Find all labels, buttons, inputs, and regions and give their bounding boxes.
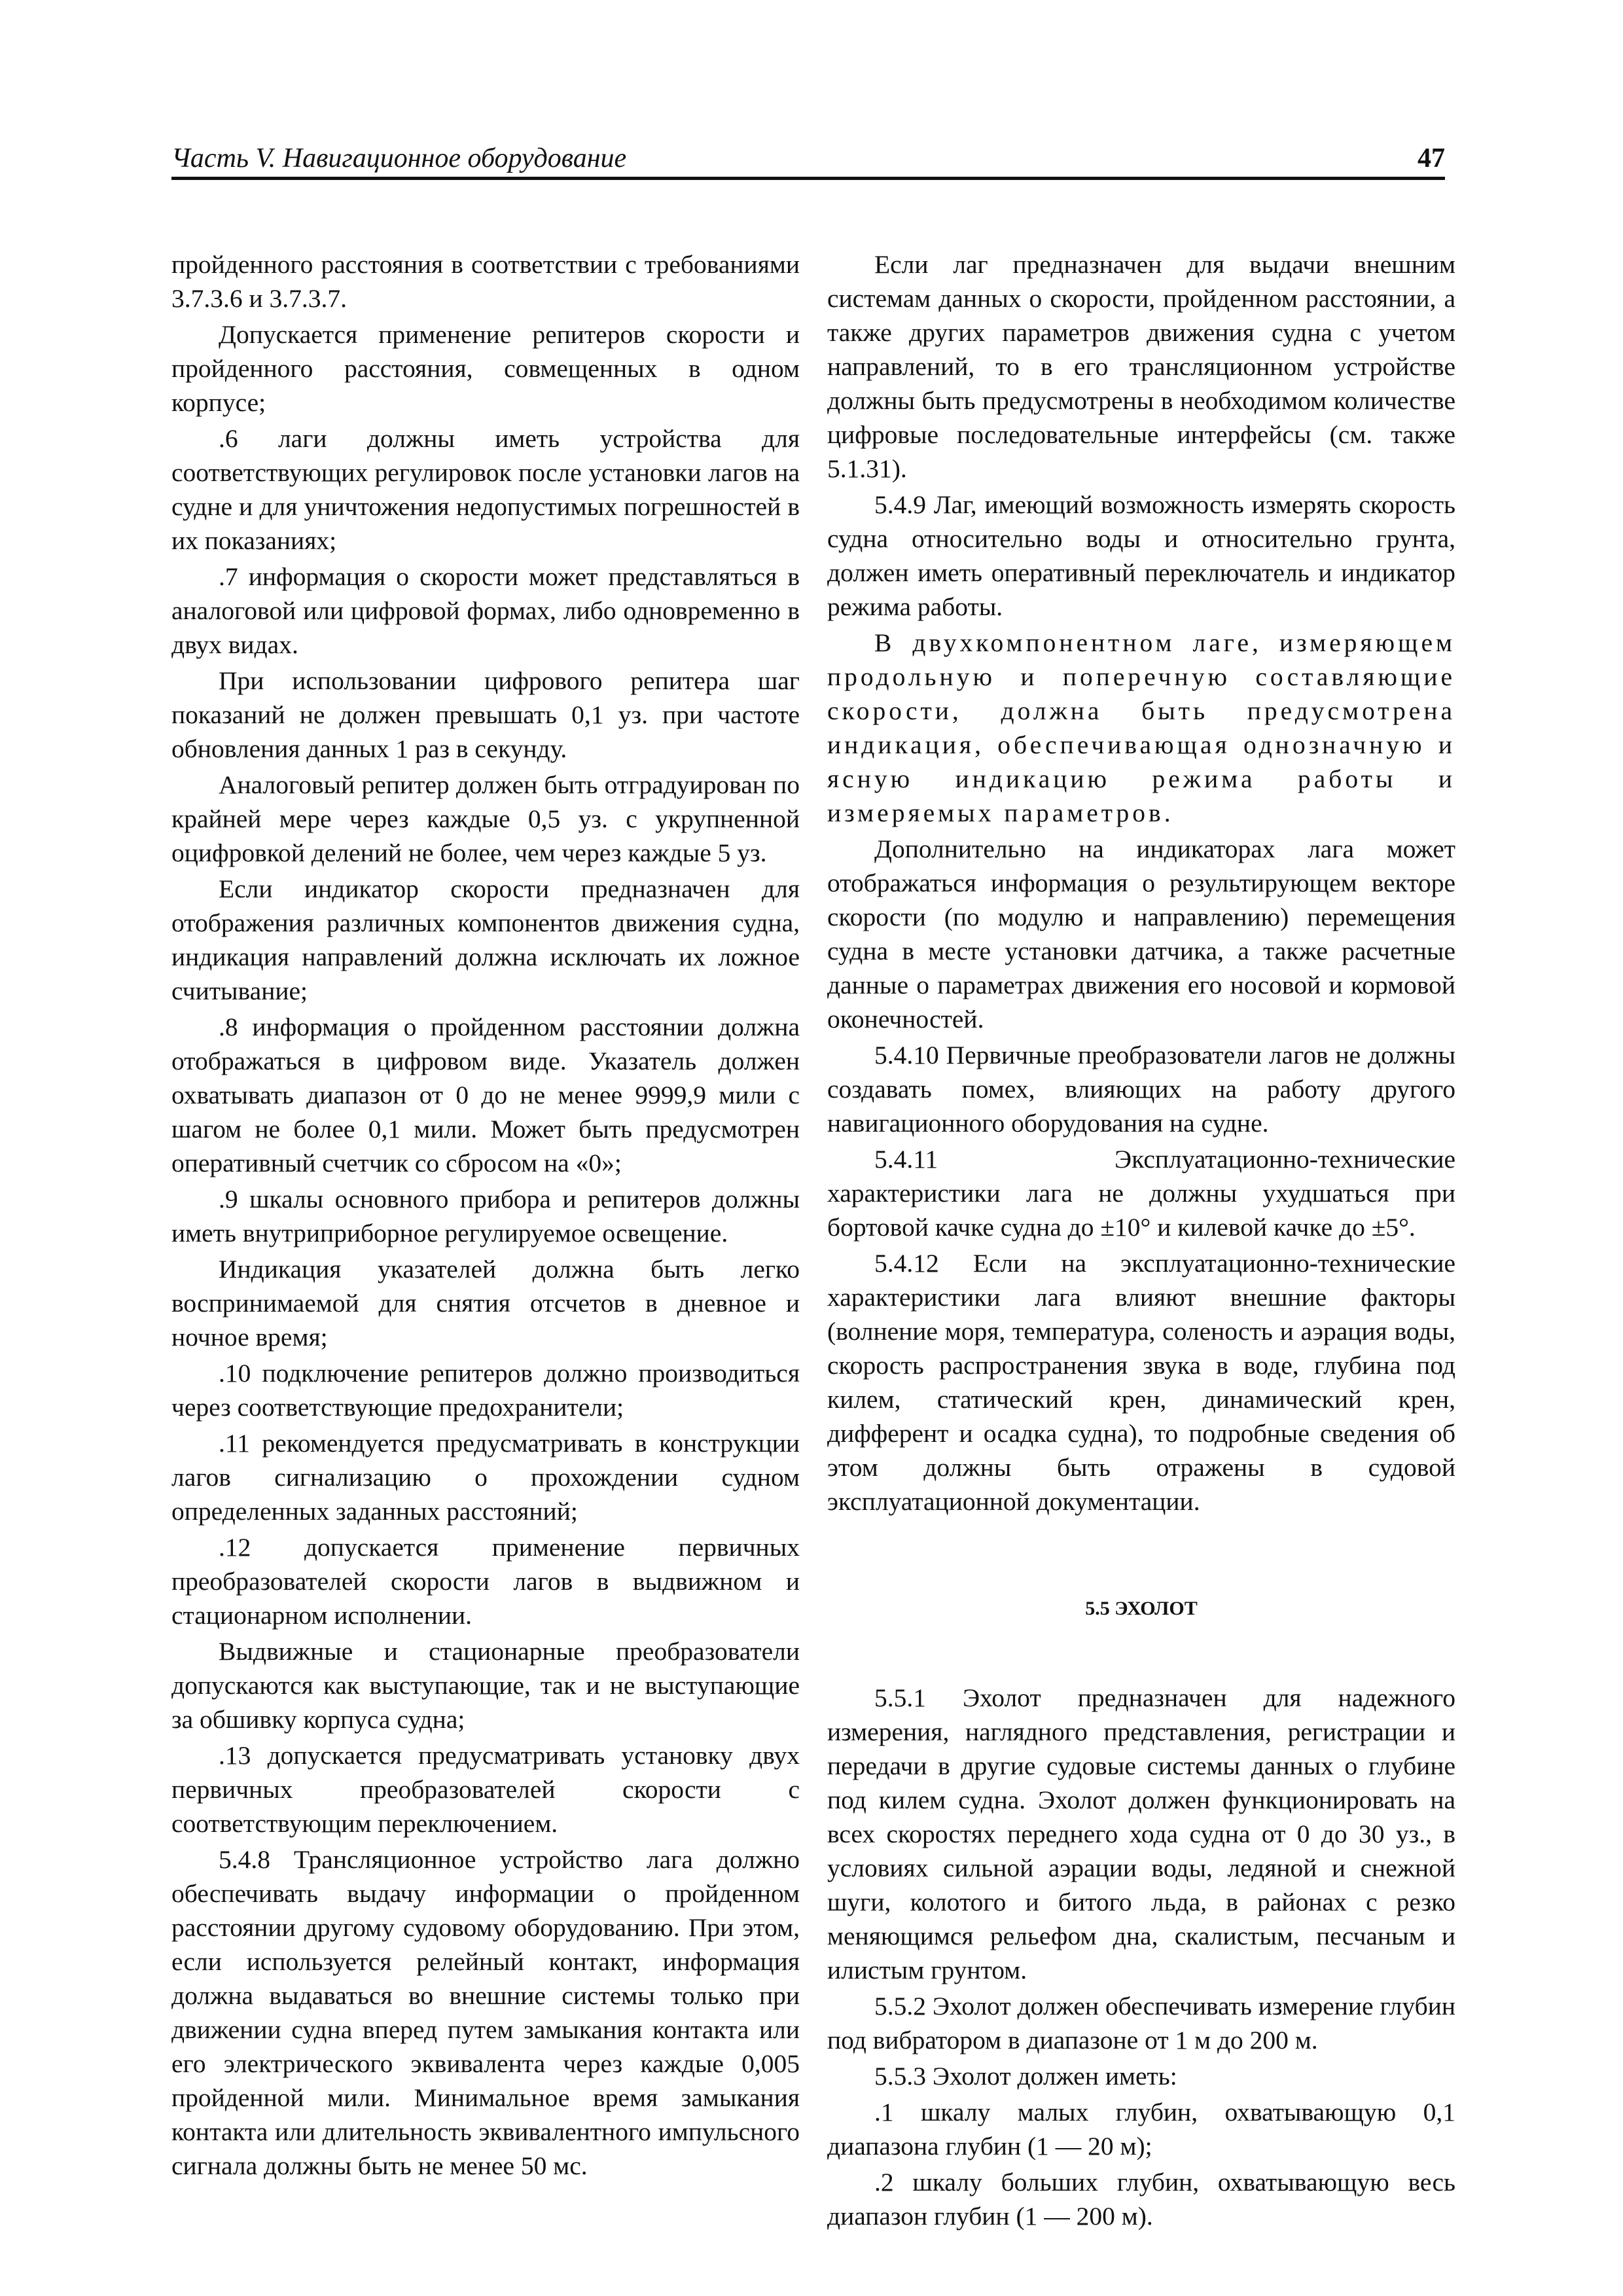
list-item-9: .9 шкалы основного прибора и репитеров должны иметь внутриприборное регулируемое освещение. [171,1185,800,1247]
list-item-1: .1 шкалу малых глубин, охватывающую 0,1 диапазона глубин (1 — 20 м); [827,2098,1455,2161]
paragraph: пройденного расстояния в соответствии с требованиями 3.7.3.6 и 3.7.3.7. [171,250,800,313]
paragraph: Индикация указателей должна быть легко воспринимаемой для снятия отсчетов в дневное и ночное время; [171,1255,800,1352]
clause-5-5-2: 5.5.2 Эхолот должен обеспечивать измерение глубин под вибратором в диапазоне от 1 м до 200 м. [827,1992,1455,2054]
clause-5-5-1: 5.5.1 Эхолот предназначен для надежного измерения, наглядного представления, регистрации и передачи в другие судовые системы данных о глубине под килем судна. Эхолот должен функционировать на всех скоростях переднего хода судна от 0 до 30 уз., в условиях сильной аэрации воды, ледяной и снежной шуги, колотого и битого льда, в районах с резко меняющимся рельефом дна, скалистым, песчаным и илистым грунтом. [827,1683,1455,1984]
clause-5-4-11: 5.4.11 Эксплуатационно-технические характеристики лага не должны ухудшаться при бортовой качке судна до ±10° и килевой качке до ±5°. [827,1145,1455,1242]
list-item-11: .11 рекомендуется предусматривать в конструкции лагов сигнализацию о прохождении судном определенных заданных расстояний; [171,1429,800,1526]
list-item-8: .8 информация о пройденном расстоянии должна отображаться в цифровом виде. Указатель должен охватывать диапазон от 0 до не менее 9999,9 мили с шагом не более 0,1 мили. Может быть предусмотрен оперативный счетчик со сбросом на «0»; [171,1013,800,1177]
paragraph: Допускается применение репитеров скорости и пройденного расстояния, совмещенных в одном корпусе; [171,320,800,417]
list-item-2: .2 шкалу больших глубин, охватывающую весь диапазон глубин (1 — 200 м). [827,2168,1455,2231]
clause-5-4-10: 5.4.10 Первичные преобразователи лагов не должны создавать помех, влияющих на работу другого навигационного оборудования на судне. [827,1041,1455,1138]
section-heading: 5.5 ЭХОЛОТ [1085,1598,1198,1619]
clause-5-4-12: 5.4.12 Если на эксплуатационно-технические характеристики лага влияют внешние факторы (волнение моря, температура, соленость и аэрация воды, скорость распространения звука в воде, глубина под килем, статический крен, динамический крен, дифферент и осадка судна), то подробные сведения об этом должны быть отражены в судовой эксплуатационной документации. [827,1249,1455,1516]
page-number: 47 [1418,143,1445,173]
paragraph: В двухкомпонентном лаге, измеряющем продольную и поперечную составляющие скорости, должна быть предусмотрена индикация, обеспечивающая однозначную и ясную индикацию режима работы и измеряемых параметров. [827,628,1455,827]
clause-5-4-9: 5.4.9 Лаг, имеющий возможность измерять скорость судна относительно воды и относительно грунта, должен иметь оперативный переключатель и индикатор режима работы. [827,490,1455,621]
clause-5-5-3: 5.5.3 Эхолот должен иметь: [874,2062,1177,2090]
paragraph: Дополнительно на индикаторах лага может отображаться информация о результирующем векторе скорости (по модулю и направлению) перемещения судна в месте установки датчика, а также расчетные данные о параметрах движения его носовой и кормовой оконечностей. [827,834,1455,1033]
paragraph: Выдвижные и стационарные преобразователи допускаются как выступающие, так и не выступающие за обшивку корпуса судна; [171,1637,800,1734]
header-title: Часть V. Навигационное оборудование [171,143,627,173]
left-column [171,247,800,2185]
right-column [827,247,1455,2235]
paragraph: При использовании цифрового репитера шаг показаний не должен превышать 0,1 уз. при частоте обновления данных 1 раз в секунду. [171,666,800,763]
paragraph: Аналоговый репитер должен быть отградуирован по крайней мере через каждые 0,5 уз. с укрупненной оцифровкой делений не более, чем через каждые 5 уз. [171,770,800,867]
list-item-10: .10 подключение репитеров должно производиться через соответствующие предохранители; [171,1359,800,1422]
list-item-6: .6 лаги должны иметь устройства для соответствующих регулировок после установки лагов на судне и для уничтожения недопустимых погрешностей в их показаниях; [171,424,800,555]
list-item-12: .12 допускается применение первичных преобразователей скорости лагов в выдвижном и стационарном исполнении. [171,1533,800,1630]
paragraph: Если индикатор скорости предназначен для отображения различных компонентов движения судна, индикация направлений должна исключать их ложное считывание; [171,874,800,1005]
list-item-7: .7 информация о скорости может представляться в аналоговой или цифровой формах, либо одновременно в двух видах. [171,562,800,659]
paragraph: Если лаг предназначен для выдачи внешним системам данных о скорости, пройденном расстоянии, а также других параметров движения судна с учетом направлений, то в его трансляционном устройстве должны быть предусмотрены в необходимом количестве цифровые последовательные интерфейсы (см. также 5.1.31). [827,250,1455,483]
running-header [171,139,1445,180]
list-item-13: .13 допускается предусматривать установку двух первичных преобразователей скорости с соответствующим переключением. [171,1741,800,1838]
clause-5-4-8: 5.4.8 Трансляционное устройство лага должно обеспечивать выдачу информации о пройденном расстоянии другому судовому оборудованию. При этом, если используется релейный контакт, информация должна выдаваться во внешние системы только при движении судна вперед путем замыкания контакта или его электрического эквивалента через каждые 0,005 пройденной мили. Минимальное время замыкания контакта или длительность эквивалентного импульсного сигнала должны быть не менее 50 мс. [171,1845,800,2180]
